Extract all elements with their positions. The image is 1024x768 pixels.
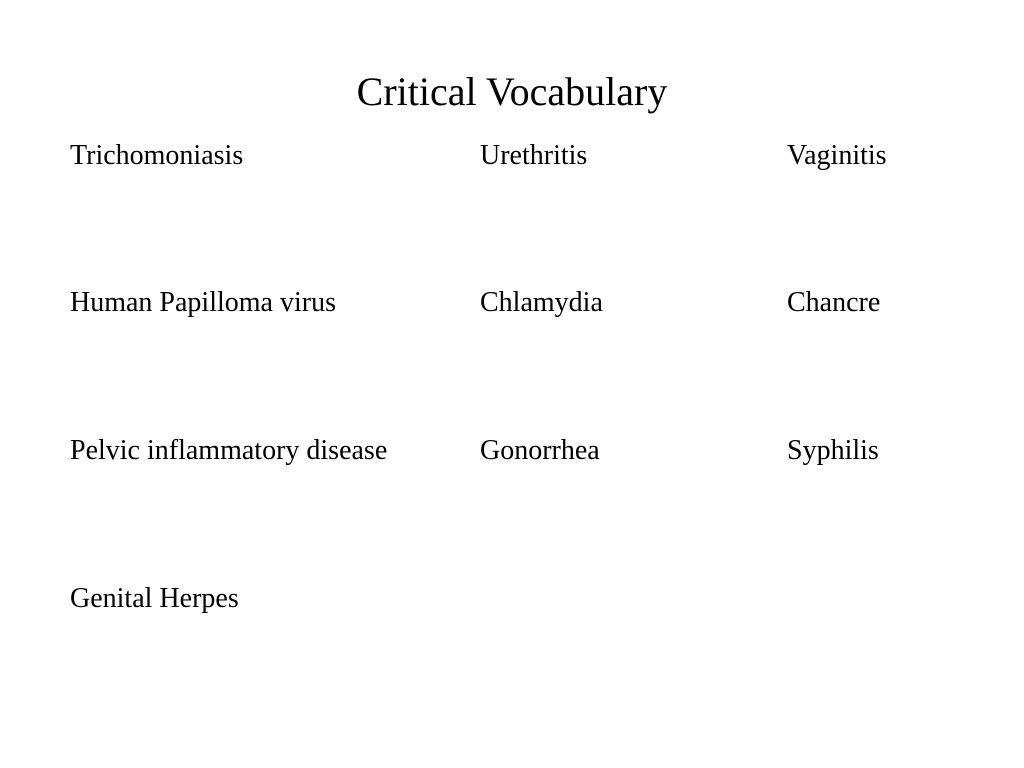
vocab-term: Urethritis (480, 140, 588, 171)
vocab-term: Chlamydia (480, 287, 603, 318)
vocab-term: Genital Herpes (70, 583, 239, 614)
vocab-term: Pelvic inflammatory disease (70, 435, 388, 466)
vocab-term: Gonorrhea (480, 435, 600, 466)
vocab-term: Human Papilloma virus (70, 287, 336, 318)
slide-title: Critical Vocabulary (356, 69, 668, 114)
vocab-term: Syphilis (787, 435, 879, 466)
vocab-term: Vaginitis (787, 140, 887, 171)
vocab-term: Trichomoniasis (70, 140, 244, 171)
vocab-term: Chancre (787, 287, 881, 318)
